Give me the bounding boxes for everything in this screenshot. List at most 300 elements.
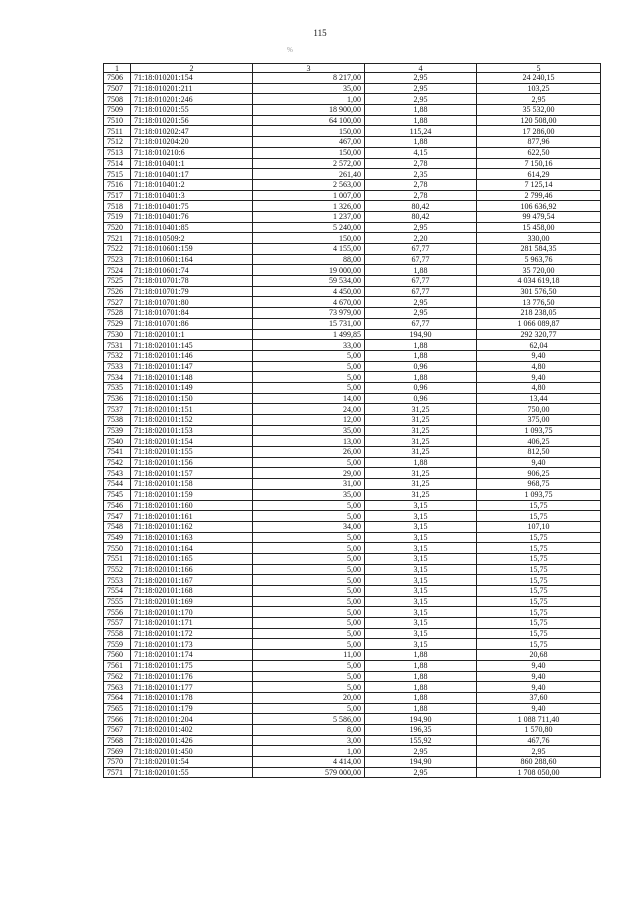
row-number-cell: 7525 — [104, 276, 131, 287]
area-cell: 5,00 — [253, 564, 365, 575]
row-number-cell: 7544 — [104, 479, 131, 490]
area-cell: 4 155,00 — [253, 244, 365, 255]
cadastral-number-cell: 71:18:010701:86 — [131, 318, 253, 329]
cadastral-number-cell: 71:18:010701:79 — [131, 286, 253, 297]
value-cell: 37,60 — [477, 692, 601, 703]
area-cell: 73 979,00 — [253, 308, 365, 319]
value-cell: 1 088 711,40 — [477, 714, 601, 725]
value-cell: 750,00 — [477, 404, 601, 415]
table-row — [104, 329, 601, 340]
row-number-cell: 7511 — [104, 126, 131, 137]
area-cell: 59 534,00 — [253, 276, 365, 287]
area-cell: 261,40 — [253, 169, 365, 180]
value-cell: 5 963,76 — [477, 254, 601, 265]
area-cell: 5,00 — [253, 500, 365, 511]
value-cell: 4,80 — [477, 382, 601, 393]
area-cell: 5,00 — [253, 361, 365, 372]
table-row — [104, 276, 601, 287]
table-row — [104, 254, 601, 265]
area-cell: 11,00 — [253, 650, 365, 661]
area-cell: 150,00 — [253, 233, 365, 244]
table-row — [104, 521, 601, 532]
rate-cell: 2,95 — [365, 308, 477, 319]
rate-cell: 2,95 — [365, 94, 477, 105]
row-number-cell: 7524 — [104, 265, 131, 276]
column-header: 4 — [365, 64, 477, 73]
table-row — [104, 671, 601, 682]
area-cell: 5,00 — [253, 618, 365, 629]
cadastral-number-cell: 71:18:020101:150 — [131, 393, 253, 404]
value-cell: 9,40 — [477, 372, 601, 383]
area-cell: 5 586,00 — [253, 714, 365, 725]
cadastral-number-cell: 71:18:010401:75 — [131, 201, 253, 212]
area-cell: 88,00 — [253, 254, 365, 265]
rate-cell: 67,77 — [365, 318, 477, 329]
table-row — [104, 158, 601, 169]
rate-cell: 2,95 — [365, 222, 477, 233]
rate-cell: 196,35 — [365, 724, 477, 735]
cadastral-number-cell: 71:18:020101:173 — [131, 639, 253, 650]
cadastral-number-cell: 71:18:020101:155 — [131, 447, 253, 458]
table-row — [104, 94, 601, 105]
table-row — [104, 447, 601, 458]
table-row — [104, 607, 601, 618]
row-number-cell: 7558 — [104, 628, 131, 639]
area-cell: 8 217,00 — [253, 73, 365, 84]
value-cell: 107,10 — [477, 521, 601, 532]
column-header: 1 — [104, 64, 131, 73]
value-cell: 218 238,05 — [477, 308, 601, 319]
value-cell: 9,40 — [477, 682, 601, 693]
value-cell: 2,95 — [477, 746, 601, 757]
rate-cell: 1,88 — [365, 340, 477, 351]
value-cell: 20,68 — [477, 650, 601, 661]
table-row — [104, 575, 601, 586]
row-number-cell: 7513 — [104, 147, 131, 158]
cadastral-number-cell: 71:18:020101:450 — [131, 746, 253, 757]
row-number-cell: 7529 — [104, 318, 131, 329]
cadastral-number-cell: 71:18:010201:246 — [131, 94, 253, 105]
table-row — [104, 308, 601, 319]
row-number-cell: 7556 — [104, 607, 131, 618]
value-cell: 15,75 — [477, 500, 601, 511]
table-row — [104, 147, 601, 158]
cadastral-number-cell: 71:18:010601:159 — [131, 244, 253, 255]
row-number-cell: 7527 — [104, 297, 131, 308]
table-row — [104, 735, 601, 746]
column-header: 2 — [131, 64, 253, 73]
row-number-cell: 7554 — [104, 586, 131, 597]
cadastral-number-cell: 71:18:010204:20 — [131, 137, 253, 148]
cadastral-number-cell: 71:18:020101:159 — [131, 489, 253, 500]
row-number-cell: 7523 — [104, 254, 131, 265]
value-cell: 15,75 — [477, 618, 601, 629]
rate-cell: 2,78 — [365, 190, 477, 201]
value-cell: 906,25 — [477, 468, 601, 479]
cadastral-number-cell: 71:18:020101:167 — [131, 575, 253, 586]
table-row — [104, 564, 601, 575]
row-number-cell: 7545 — [104, 489, 131, 500]
rate-cell: 1,88 — [365, 115, 477, 126]
table-row — [104, 724, 601, 735]
table-row — [104, 179, 601, 190]
area-cell: 5,00 — [253, 543, 365, 554]
cadastral-number-cell: 71:18:010601:74 — [131, 265, 253, 276]
row-number-cell: 7533 — [104, 361, 131, 372]
value-cell: 15,75 — [477, 607, 601, 618]
row-number-cell: 7507 — [104, 83, 131, 94]
area-cell: 24,00 — [253, 404, 365, 415]
value-cell: 877,96 — [477, 137, 601, 148]
rate-cell: 3,15 — [365, 521, 477, 532]
area-cell: 4 414,00 — [253, 757, 365, 768]
area-cell: 5,00 — [253, 682, 365, 693]
cadastral-number-cell: 71:18:010601:164 — [131, 254, 253, 265]
value-cell: 15,75 — [477, 575, 601, 586]
table-row — [104, 415, 601, 426]
value-cell: 4,80 — [477, 361, 601, 372]
value-cell: 62,04 — [477, 340, 601, 351]
rate-cell: 194,90 — [365, 714, 477, 725]
cadastral-number-cell: 71:18:020101:166 — [131, 564, 253, 575]
cadastral-number-cell: 71:18:020101:179 — [131, 703, 253, 714]
cadastral-number-cell: 71:18:010701:80 — [131, 297, 253, 308]
area-cell: 1 499,85 — [253, 329, 365, 340]
rate-cell: 1,88 — [365, 671, 477, 682]
value-cell: 15,75 — [477, 553, 601, 564]
area-cell: 5,00 — [253, 628, 365, 639]
table-row — [104, 244, 601, 255]
table-row — [104, 169, 601, 180]
rate-cell: 2,95 — [365, 83, 477, 94]
value-cell: 9,40 — [477, 457, 601, 468]
cadastral-number-cell: 71:18:020101:169 — [131, 596, 253, 607]
area-cell: 18 900,00 — [253, 105, 365, 116]
value-cell: 7 150,16 — [477, 158, 601, 169]
table-row — [104, 543, 601, 554]
cadastral-number-cell: 71:18:020101:165 — [131, 553, 253, 564]
row-number-cell: 7570 — [104, 757, 131, 768]
rate-cell: 3,15 — [365, 575, 477, 586]
area-cell: 15 731,00 — [253, 318, 365, 329]
value-cell: 15,75 — [477, 511, 601, 522]
row-number-cell: 7538 — [104, 415, 131, 426]
row-number-cell: 7515 — [104, 169, 131, 180]
area-cell: 13,00 — [253, 436, 365, 447]
rate-cell: 155,92 — [365, 735, 477, 746]
area-cell: 5,00 — [253, 511, 365, 522]
rate-cell: 2,95 — [365, 297, 477, 308]
table-row — [104, 393, 601, 404]
table-row — [104, 532, 601, 543]
row-number-cell: 7521 — [104, 233, 131, 244]
row-number-cell: 7551 — [104, 553, 131, 564]
cadastral-number-cell: 71:18:020101:164 — [131, 543, 253, 554]
value-cell: 2,95 — [477, 94, 601, 105]
cadastral-number-cell: 71:18:020101:147 — [131, 361, 253, 372]
value-cell: 9,40 — [477, 703, 601, 714]
table-row — [104, 350, 601, 361]
table-row — [104, 404, 601, 415]
rate-cell: 31,25 — [365, 425, 477, 436]
value-cell: 15,75 — [477, 639, 601, 650]
cadastral-number-cell: 71:18:010701:78 — [131, 276, 253, 287]
value-cell: 614,29 — [477, 169, 601, 180]
cadastral-number-cell: 71:18:020101:171 — [131, 618, 253, 629]
area-cell: 467,00 — [253, 137, 365, 148]
table-row — [104, 692, 601, 703]
area-cell: 5,00 — [253, 703, 365, 714]
row-number-cell: 7548 — [104, 521, 131, 532]
area-cell: 35,00 — [253, 425, 365, 436]
rate-cell: 2,95 — [365, 746, 477, 757]
cadastral-number-cell: 71:18:010401:2 — [131, 179, 253, 190]
rate-cell: 1,88 — [365, 350, 477, 361]
cadastral-number-cell: 71:18:020101:168 — [131, 586, 253, 597]
row-number-cell: 7531 — [104, 340, 131, 351]
table-row — [104, 767, 601, 778]
value-cell: 35 532,00 — [477, 105, 601, 116]
table-row — [104, 650, 601, 661]
value-cell: 1 093,75 — [477, 489, 601, 500]
rate-cell: 3,15 — [365, 500, 477, 511]
row-number-cell: 7535 — [104, 382, 131, 393]
area-cell: 3,00 — [253, 735, 365, 746]
area-cell: 5,00 — [253, 671, 365, 682]
cadastral-number-cell: 71:18:010202:47 — [131, 126, 253, 137]
cadastral-number-cell: 71:18:020101:426 — [131, 735, 253, 746]
cadastral-number-cell: 71:18:010701:84 — [131, 308, 253, 319]
rate-cell: 194,90 — [365, 757, 477, 768]
scan-mark: % — [287, 46, 293, 54]
cadastral-number-cell: 71:18:020101:153 — [131, 425, 253, 436]
table-row — [104, 425, 601, 436]
rate-cell: 1,88 — [365, 265, 477, 276]
rate-cell: 0,96 — [365, 382, 477, 393]
cadastral-number-cell: 71:18:020101:176 — [131, 671, 253, 682]
cadastral-number-cell: 71:18:020101:156 — [131, 457, 253, 468]
rate-cell: 0,96 — [365, 393, 477, 404]
area-cell: 12,00 — [253, 415, 365, 426]
row-number-cell: 7549 — [104, 532, 131, 543]
value-cell: 375,00 — [477, 415, 601, 426]
rate-cell: 3,15 — [365, 586, 477, 597]
row-number-cell: 7518 — [104, 201, 131, 212]
row-number-cell: 7506 — [104, 73, 131, 84]
cadastral-number-cell: 71:18:020101:163 — [131, 532, 253, 543]
area-cell: 5,00 — [253, 607, 365, 618]
value-cell: 15 458,00 — [477, 222, 601, 233]
cadastral-number-cell: 71:18:020101:175 — [131, 660, 253, 671]
cadastral-number-cell: 71:18:020101:204 — [131, 714, 253, 725]
rate-cell: 3,15 — [365, 639, 477, 650]
table-row — [104, 489, 601, 500]
value-cell: 406,25 — [477, 436, 601, 447]
row-number-cell: 7510 — [104, 115, 131, 126]
value-cell: 120 508,00 — [477, 115, 601, 126]
row-number-cell: 7560 — [104, 650, 131, 661]
cadastral-number-cell: 71:18:020101:145 — [131, 340, 253, 351]
row-number-cell: 7564 — [104, 692, 131, 703]
value-cell: 17 286,00 — [477, 126, 601, 137]
area-cell: 29,00 — [253, 468, 365, 479]
rate-cell: 3,15 — [365, 532, 477, 543]
area-cell: 8,00 — [253, 724, 365, 735]
area-cell: 31,00 — [253, 479, 365, 490]
table-row — [104, 297, 601, 308]
cadastral-number-cell: 71:18:010401:85 — [131, 222, 253, 233]
table-row — [104, 682, 601, 693]
value-cell: 4 034 619,18 — [477, 276, 601, 287]
table-row — [104, 73, 601, 84]
rate-cell: 3,15 — [365, 596, 477, 607]
row-number-cell: 7559 — [104, 639, 131, 650]
row-number-cell: 7552 — [104, 564, 131, 575]
row-number-cell: 7530 — [104, 329, 131, 340]
cadastral-number-cell: 71:18:010509:2 — [131, 233, 253, 244]
rate-cell: 2,78 — [365, 179, 477, 190]
row-number-cell: 7569 — [104, 746, 131, 757]
value-cell: 106 636,92 — [477, 201, 601, 212]
cadastral-number-cell: 71:18:010401:76 — [131, 211, 253, 222]
row-number-cell: 7526 — [104, 286, 131, 297]
cadastral-number-cell: 71:18:020101:1 — [131, 329, 253, 340]
rate-cell: 3,15 — [365, 543, 477, 554]
table-row — [104, 233, 601, 244]
rate-cell: 2,95 — [365, 73, 477, 84]
area-cell: 1 326,00 — [253, 201, 365, 212]
table-row — [104, 586, 601, 597]
value-cell: 15,75 — [477, 628, 601, 639]
area-cell: 4 450,00 — [253, 286, 365, 297]
rate-cell: 31,25 — [365, 468, 477, 479]
row-number-cell: 7565 — [104, 703, 131, 714]
value-cell: 15,75 — [477, 586, 601, 597]
rate-cell: 1,88 — [365, 703, 477, 714]
table-row — [104, 511, 601, 522]
value-cell: 292 320,77 — [477, 329, 601, 340]
row-number-cell: 7550 — [104, 543, 131, 554]
value-cell: 1 066 089,87 — [477, 318, 601, 329]
rate-cell: 67,77 — [365, 254, 477, 265]
table-row — [104, 618, 601, 629]
value-cell: 301 576,50 — [477, 286, 601, 297]
table-row — [104, 757, 601, 768]
area-cell: 5,00 — [253, 350, 365, 361]
rate-cell: 1,88 — [365, 457, 477, 468]
area-cell: 5,00 — [253, 596, 365, 607]
rate-cell: 31,25 — [365, 404, 477, 415]
table-row — [104, 372, 601, 383]
column-header: 3 — [253, 64, 365, 73]
row-number-cell: 7567 — [104, 724, 131, 735]
row-number-cell: 7563 — [104, 682, 131, 693]
row-number-cell: 7568 — [104, 735, 131, 746]
area-cell: 14,00 — [253, 393, 365, 404]
rate-cell: 31,25 — [365, 489, 477, 500]
rate-cell: 67,77 — [365, 244, 477, 255]
table-row — [104, 596, 601, 607]
cadastral-number-cell: 71:18:010201:55 — [131, 105, 253, 116]
value-cell: 9,40 — [477, 660, 601, 671]
rate-cell: 31,25 — [365, 415, 477, 426]
area-cell: 19 000,00 — [253, 265, 365, 276]
cadastral-number-cell: 71:18:020101:170 — [131, 607, 253, 618]
rate-cell: 80,42 — [365, 201, 477, 212]
cadastral-number-cell: 71:18:020101:54 — [131, 757, 253, 768]
cadastral-number-cell: 71:18:010401:3 — [131, 190, 253, 201]
cadastral-number-cell: 71:18:020101:151 — [131, 404, 253, 415]
area-cell: 5,00 — [253, 457, 365, 468]
area-cell: 26,00 — [253, 447, 365, 458]
area-cell: 5 240,00 — [253, 222, 365, 233]
cadastral-number-cell: 71:18:020101:55 — [131, 767, 253, 778]
area-cell: 1,00 — [253, 94, 365, 105]
table-row — [104, 137, 601, 148]
area-cell: 20,00 — [253, 692, 365, 703]
rate-cell: 31,25 — [365, 436, 477, 447]
area-cell: 35,00 — [253, 489, 365, 500]
area-cell: 1 007,00 — [253, 190, 365, 201]
area-cell: 150,00 — [253, 147, 365, 158]
cadastral-number-cell: 71:18:020101:152 — [131, 415, 253, 426]
value-cell: 13,44 — [477, 393, 601, 404]
rate-cell: 2,95 — [365, 767, 477, 778]
rate-cell: 2,35 — [365, 169, 477, 180]
value-cell: 968,75 — [477, 479, 601, 490]
value-cell: 1 708 050,00 — [477, 767, 601, 778]
row-number-cell: 7543 — [104, 468, 131, 479]
row-number-cell: 7528 — [104, 308, 131, 319]
rate-cell: 31,25 — [365, 447, 477, 458]
rate-cell: 80,42 — [365, 211, 477, 222]
cadastral-number-cell: 71:18:010201:211 — [131, 83, 253, 94]
rate-cell: 3,15 — [365, 553, 477, 564]
rate-cell: 1,88 — [365, 692, 477, 703]
area-cell: 1,00 — [253, 746, 365, 757]
row-number-cell: 7517 — [104, 190, 131, 201]
area-cell: 5,00 — [253, 372, 365, 383]
area-cell: 4 670,00 — [253, 297, 365, 308]
rate-cell: 1,88 — [365, 137, 477, 148]
data-table — [103, 63, 601, 778]
table-row — [104, 468, 601, 479]
row-number-cell: 7557 — [104, 618, 131, 629]
value-cell: 1 093,75 — [477, 425, 601, 436]
cadastral-number-cell: 71:18:020101:402 — [131, 724, 253, 735]
cadastral-number-cell: 71:18:020101:172 — [131, 628, 253, 639]
row-number-cell: 7541 — [104, 447, 131, 458]
rate-cell: 3,15 — [365, 628, 477, 639]
value-cell: 99 479,54 — [477, 211, 601, 222]
row-number-cell: 7539 — [104, 425, 131, 436]
area-cell: 5,00 — [253, 660, 365, 671]
area-cell: 579 000,00 — [253, 767, 365, 778]
table-body — [104, 73, 601, 778]
value-cell: 2 799,46 — [477, 190, 601, 201]
row-number-cell: 7571 — [104, 767, 131, 778]
row-number-cell: 7522 — [104, 244, 131, 255]
area-cell: 150,00 — [253, 126, 365, 137]
value-cell: 24 240,15 — [477, 73, 601, 84]
cadastral-number-cell: 71:18:010201:56 — [131, 115, 253, 126]
row-number-cell: 7566 — [104, 714, 131, 725]
cadastral-number-cell: 71:18:020101:157 — [131, 468, 253, 479]
header-row — [104, 64, 601, 73]
rate-cell: 3,15 — [365, 618, 477, 629]
table-row — [104, 190, 601, 201]
value-cell: 467,76 — [477, 735, 601, 746]
